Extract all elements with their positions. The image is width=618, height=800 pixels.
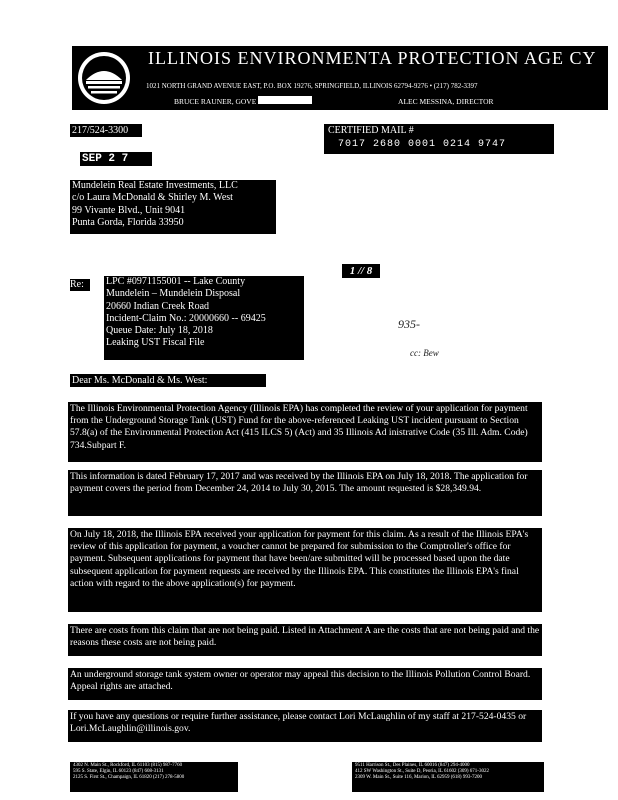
agency-logo-icon [76, 50, 132, 106]
re-label: Re: [70, 279, 90, 291]
governor-name: BRUCE RAUNER, GOVE [174, 97, 257, 106]
certified-mail-number: 7017 2680 0001 0214 9747 [338, 139, 507, 150]
re-line: Mundelein – Mundelein Disposal [106, 288, 241, 300]
handwritten-note: 1 // 8 [342, 264, 380, 278]
recipient-line: Punta Gorda, Florida 33950 [72, 216, 184, 228]
body-paragraph: This information is dated February 17, 2017 and was received by the Illinois EPA on July 18, 2018. The application for payment covers the period from December 24, 2014 to July 30, 2015. The amount requested is $28,349.94. [68, 470, 542, 516]
re-line: 20660 Indian Creek Road [106, 300, 210, 312]
footer-line: 4302 N. Main St., Rockford, IL 61103 (815) 987-7760 [73, 763, 183, 768]
footer-line: 412 SW Washington St., Suite D, Peoria, IL 61602 (309) 671-3022 [355, 769, 489, 774]
re-line: LPC #0971155001 -- Lake County [106, 276, 246, 287]
salutation: Dear Ms. McDonald & Ms. West: [70, 374, 266, 387]
handwritten-note: 935- [398, 317, 420, 331]
agency-address: 1021 NORTH GRAND AVENUE EAST, P.O. BOX 19276, SPRINGFIELD, ILLINOIS 62794-9276 • (217) 782-3397 [146, 82, 478, 90]
recipient-line: 99 Vivante Blvd., Unit 9041 [72, 204, 186, 216]
body-paragraph: On July 18, 2018, the Illinois EPA received your application for payment for this claim. As a result of the Illinois EPA's review of this application for payment, a voucher cannot be prepared for submission to the Comptroller's office for payment. Subsequent applications for payment that have been/are submitted will be processed based upon the date subsequent application for payment requests are received by the Illinois EPA. This constitutes the Illinois EPA's final action with regard to the above application(s) for payment. [68, 528, 542, 612]
agency-name: ILLINOIS ENVIRONMENTA PROTECTION AGE CY [148, 48, 597, 68]
director-name: ALEC MESSINA, DIRECTOR [398, 97, 494, 106]
date-stamp: SEP 2 7 2018 [80, 152, 152, 166]
certified-mail-box [324, 124, 554, 154]
redaction-mark [258, 96, 312, 104]
footer-line: 595 S. State, Elgin, IL 60123 (847) 608-3131 [73, 769, 164, 774]
footer-offices-right [352, 762, 544, 792]
body-paragraph: There are costs from this claim that are not being paid. Listed in Attachment A are the costs that are not being paid and the reasons these costs are not being paid. [68, 624, 542, 656]
body-paragraph: If you have any questions or require further assistance, please contact Lori McLaughlin of my staff at 217-524-0435 or Lori.McLaughlin@illinois.gov. [68, 710, 542, 742]
recipient-address [70, 180, 276, 234]
re-block [104, 276, 304, 360]
phone-number: 217/524-3300 [70, 124, 142, 137]
footer-line: 2125 S. First St., Champaign, IL 61820 (217) 278-5800 [73, 775, 185, 780]
re-line: Queue Date: July 18, 2018 [106, 325, 213, 337]
certified-mail-label: CERTIFIED MAIL # [328, 125, 414, 136]
footer-offices-left [70, 762, 238, 792]
footer-line: 9511 Harrison St., Des Plaines, IL 60016 (847) 294-4000 [355, 763, 470, 768]
footer-line: 2309 W. Main St., Suite 116, Marion, IL 62959 (618) 993-7200 [355, 775, 482, 780]
agency-officials [174, 96, 608, 106]
body-paragraph: An underground storage tank system owner or operator may appeal this decision to the Illinois Pollution Control Board. Appeal rights are attached. [68, 668, 542, 700]
recipient-line: Mundelein Real Estate Investments, LLC [72, 180, 238, 191]
handwritten-note: cc: Bew [410, 348, 439, 358]
recipient-line: c/o Laura McDonald & Shirley M. West [72, 192, 233, 204]
body-paragraph: The Illinois Environmental Protection Agency (Illinois EPA) has completed the review of your application for payment from the Underground Storage Tank (UST) Fund for the above-referenced Leaking UST incident pursuant to Section 57.8(a) of the Environmental Protection Act (415 ILCS 5) (Act) and 35 Illinois Ad inistrative Code (35 Ill. Adm. Code) 734.Subpart F. [68, 402, 542, 462]
re-line: Leaking UST Fiscal File [106, 337, 205, 349]
re-line: Incident-Claim No.: 20000660 -- 69425 [106, 312, 266, 324]
